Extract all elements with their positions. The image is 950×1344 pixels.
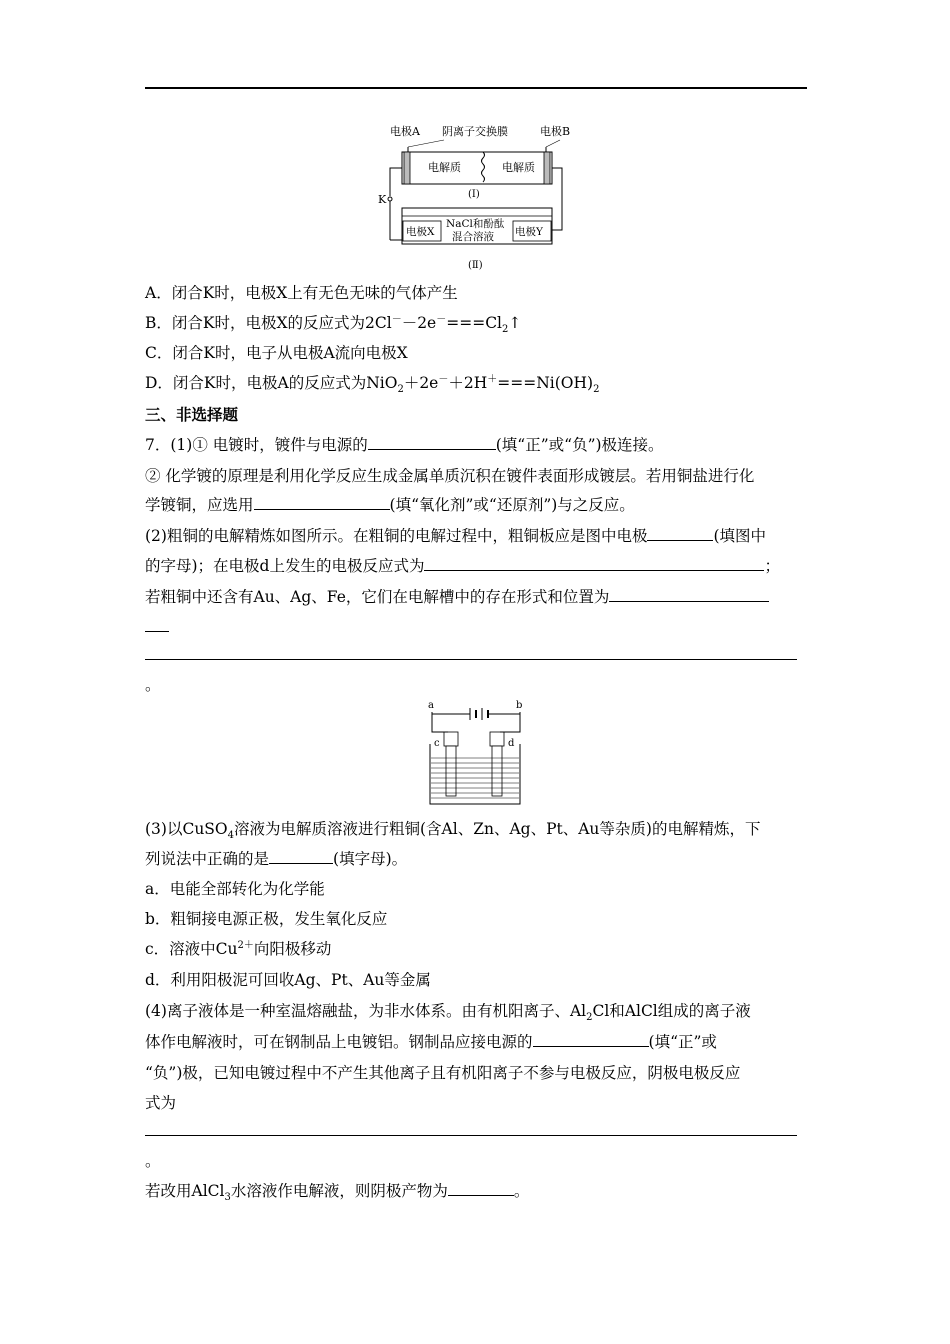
q7-3-opt-d: d．利用阳极泥可回收Ag、Pt、Au等金属	[145, 971, 431, 989]
blank-q7-4[interactable]	[424, 556, 764, 571]
q7-part3-line2: 的字母)；在电极d上发生的电极反应式为 ；	[145, 557, 780, 575]
solution-lines	[431, 758, 519, 798]
q7-3-line2: 列说法中正确的是 (填字母)。	[145, 850, 408, 868]
option-c: C．闭合K时，电子从电极A流向电极X	[145, 344, 408, 362]
fig1-right-electrolyte: 电解质	[502, 161, 535, 174]
option-d: D．闭合K时，电极A的反应式为$NiO_2+2e^-+2H^+===Ni(OH)_2$	[145, 373, 600, 396]
period-2: 。	[145, 1152, 161, 1170]
answer-line-1[interactable]	[145, 659, 797, 660]
period-1: 。	[145, 676, 161, 694]
fig2-label-a: a	[428, 700, 434, 711]
fig1-cell2-caption: (Ⅱ)	[468, 260, 483, 271]
option-b: B．闭合K时，电极X的反应式为$2Cl^--2e^-===Cl_2↑$	[145, 313, 522, 336]
q7-4-line2: 体作电解液时，可在钢制品上电镀铝。钢制品应接电源的 (填“正”或	[145, 1033, 717, 1051]
fig1-cell1-caption: (Ⅰ)	[468, 189, 480, 200]
battery-electrolysis-figure	[370, 118, 580, 278]
option-a: A．闭合K时，电极X上有无色无味的气体产生	[145, 284, 458, 302]
q7-4-line3: “负”)极，已知电镀过程中不产生其他离子且有机阳离子不参与电极反应，阴极电极反应	[145, 1064, 741, 1082]
q7-part1: 7．(1)① 电镀时，镀件与电源的 (填“正”或“负”)极连接。	[145, 436, 664, 454]
fig2-label-c: c	[434, 738, 440, 749]
blank-q7-3[interactable]	[647, 526, 713, 541]
fig2-label-d: d	[508, 738, 515, 749]
section-title: 三、非选择题	[145, 405, 239, 424]
fig1-electrode-x: 电极X	[406, 226, 435, 238]
fig1-solution-line1: NaCl和酚酞	[446, 218, 505, 230]
blank-q7-7[interactable]	[533, 1032, 649, 1047]
fig1-electrode-y: 电极Y	[515, 226, 543, 238]
electrolysis-tank	[430, 744, 520, 804]
fig1-membrane	[482, 152, 485, 182]
fig1-label-electrode-a: 电极A	[390, 125, 420, 138]
q7-4-line1: (4)离子液体是一种室温熔融盐，为非水体系。由有机阳离子、$Al_2Cl$和AlCl组成的离子液	[145, 1002, 751, 1024]
q7-part3-line3: 若粗铜中还含有Au、Ag、Fe，它们在电解槽中的存在形式和位置为	[145, 587, 825, 607]
q7-3-line1: (3)以CuSO$_4$溶液为电解质溶液进行粗铜(含Al、Zn、Ag、Pt、Au等杂质)的电解精炼，下	[145, 820, 761, 842]
fig1-label-electrode-b: 电极B	[540, 125, 571, 138]
q7-part3-line1: (2)粗铜的电解精炼如图所示。在粗铜的电解过程中，粗铜板应是图中电极 (填图中	[145, 527, 767, 545]
blank-q7-8[interactable]	[448, 1181, 514, 1196]
fig1-electrode-b-plate	[544, 152, 550, 184]
blank-q7-1[interactable]	[368, 435, 496, 450]
fig2-label-b: b	[516, 700, 523, 711]
blank-q7-6[interactable]	[269, 849, 333, 864]
header-rule	[145, 87, 807, 89]
fig1-left-electrolyte: 电解质	[428, 161, 461, 174]
q7-3-opt-a: a．电能全部转化为化学能	[145, 880, 325, 898]
q7-3-opt-b: b．粗铜接电源正极，发生氧化反应	[145, 910, 388, 928]
fig1-solution-line2: 混合溶液	[452, 231, 494, 243]
electrode-d	[492, 746, 502, 796]
fig1-electrode-a-plate	[404, 152, 410, 184]
fig1-label-membrane: 阴离子交换膜	[442, 125, 508, 138]
blank-q7-2[interactable]	[254, 495, 390, 510]
q7-part2-line1: ② 化学镀的原理是利用化学反应生成金属单质沉积在镀件表面形成镀层。若用铜盐进行化	[145, 467, 755, 485]
q7-4-line4: 式为	[145, 1094, 177, 1112]
blank-q7-5-cont[interactable]	[145, 617, 169, 632]
electrode-c	[446, 746, 456, 796]
q7-3-opt-c: c．溶液中$Cu^{2+}$向阳极移动	[145, 939, 332, 958]
q7-part2-line2: 学镀铜，应选用 (填“氧化剂”或“还原剂”)与之反应。	[145, 496, 635, 514]
refining-cell-figure	[420, 698, 530, 808]
blank-q7-5[interactable]	[609, 587, 769, 602]
answer-line-2[interactable]	[145, 1135, 797, 1136]
q7-4-last-line: 若改用AlCl$_3$水溶液作电解液，则阴极产物为 。	[145, 1182, 530, 1204]
fig1-k-label: K	[378, 193, 387, 206]
